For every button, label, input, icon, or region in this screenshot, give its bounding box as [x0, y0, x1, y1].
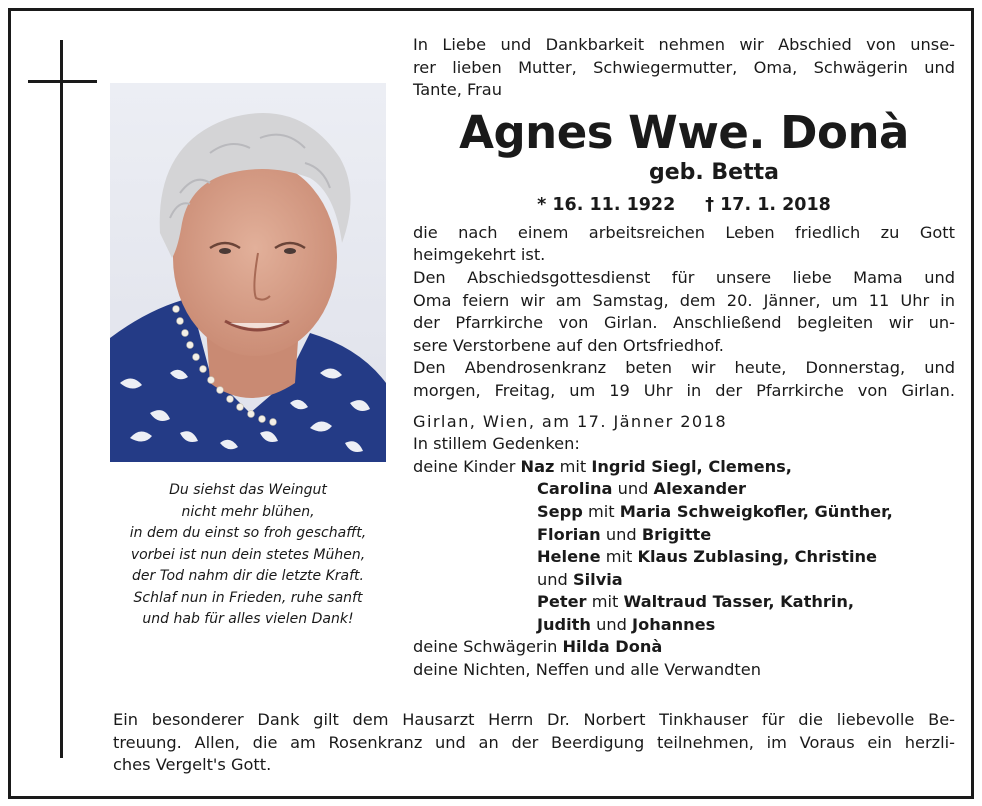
family-connector: und [537, 569, 573, 589]
place-date: Girlan, Wien, am 17. Jänner 2018 [413, 411, 728, 431]
family-member-name: Waltraud Tasser, Kathrin, [623, 592, 855, 612]
family-connector: und [600, 524, 642, 544]
sister-in-law-prefix: deine Schwägerin [413, 637, 563, 657]
poem-line: in dem du einst so froh geschafft, [129, 525, 367, 541]
family-connector: und [590, 614, 633, 634]
poem-line: Du siehst das Weingut [169, 482, 327, 498]
thanks-line: treuung. Allen, die am Rosenkranz und an der Beerdigung teilnehmen, im Voraus ein herzli- [113, 732, 955, 752]
relatives-line: deine Nichten, Neffen und alle Verwandten [413, 660, 761, 680]
family-member-name: Carolina [537, 479, 613, 499]
service-line: sere Verstorbene auf den Ortsfriedhof. [413, 335, 724, 355]
family-member-name: Helene [537, 547, 601, 567]
service-line: morgen, Freitag, um 19 Uhr in der Pfarrkirche von Girlan. [413, 380, 955, 400]
family-connector: mit [582, 501, 620, 521]
family-line [413, 591, 955, 614]
family-member-name: Florian [537, 524, 601, 544]
family-line [413, 569, 955, 592]
cross-icon-bar [28, 80, 97, 83]
service-line: der Pfarrkirche von Girlan. Anschließend begleiten wir un- [413, 313, 955, 333]
family-member-name: Naz [520, 456, 555, 476]
family-member-name: Peter [537, 592, 587, 612]
death-date: † 17. 1. 2018 [705, 194, 831, 215]
thanks-line: ches Vergelt's Gott. [113, 755, 272, 775]
family-member-name: Silvia [572, 569, 623, 589]
family-line [413, 456, 955, 479]
sister-in-law-line [413, 636, 955, 659]
intro-line: Tante, Frau [413, 80, 502, 100]
sister-in-law-name: Hilda Donà [562, 637, 663, 657]
service-line: Oma feiern wir am Samstag, dem 20. Jänner, um 11 Uhr in [413, 290, 955, 310]
obituary-text [413, 34, 955, 682]
poem-line: der Tod nahm dir die letzte Kraft. [132, 568, 364, 584]
thanks-text [113, 709, 955, 777]
family-member-name: Johannes [632, 614, 716, 634]
memorial-poem [108, 480, 388, 631]
family-member-name: Alexander [653, 479, 747, 499]
service-line: die nach einem arbeitsreichen Leben friedlich zu Gott [413, 222, 955, 242]
portrait-photo [110, 83, 386, 462]
intro-line: In Liebe und Dankbarkeit nehmen wir Abschied von unse- [413, 35, 955, 54]
poem-line: vorbei ist nun dein stetes Mühen, [130, 546, 366, 563]
maiden-name: geb. Betta [648, 159, 779, 185]
family-member-name: Maria Schweigkofler, Günther, [619, 501, 893, 521]
family-line [413, 614, 955, 637]
service-information [413, 222, 955, 403]
service-line: Den Abendrosenkranz beten wir heute, Donnerstag, und [413, 358, 955, 378]
poem-line: und hab für alles vielen Dank! [142, 611, 354, 627]
birth-date: * 16. 11. 1922 [537, 194, 676, 215]
intro-line: rer lieben Mutter, Schwiegermutter, Oma, Schwägerin und [413, 57, 955, 77]
family-connector: mit [600, 547, 638, 567]
poem-line: Schlaf nun in Frieden, ruhe sanft [133, 589, 363, 606]
family-line [413, 524, 955, 547]
family-member-name: Klaus Zublasing, Christine [637, 547, 878, 567]
deceased-name: Agnes Wwe. Donà [459, 105, 909, 159]
remembrance-label: In stillem Gedenken: [413, 434, 580, 454]
family-line [413, 501, 955, 524]
service-line: heimgekehrt ist. [413, 245, 546, 265]
family-connector: und [612, 479, 654, 499]
family-connector: mit [554, 456, 592, 476]
family-member-name: Sepp [537, 501, 583, 521]
family-list [413, 456, 955, 637]
service-line: Den Abschiedsgottesdienst für unsere liebe Mama und [413, 267, 955, 287]
family-member-name: Brigitte [641, 524, 712, 544]
thanks-line: Ein besonderer Dank gilt dem Hausarzt Herrn Dr. Norbert Tinkhauser für die liebevolle Be- [113, 710, 955, 729]
family-member-name: Judith [537, 614, 591, 634]
life-dates [413, 192, 955, 218]
family-line [413, 546, 955, 569]
family-connector: mit [586, 592, 624, 612]
children-prefix: deine Kinder [413, 456, 521, 476]
poem-line: nicht mehr blühen, [181, 503, 315, 520]
intro-text [413, 34, 955, 102]
family-member-name: Ingrid Siegl, Clemens, [591, 456, 792, 476]
cross-icon [60, 40, 63, 758]
family-line [413, 478, 955, 501]
